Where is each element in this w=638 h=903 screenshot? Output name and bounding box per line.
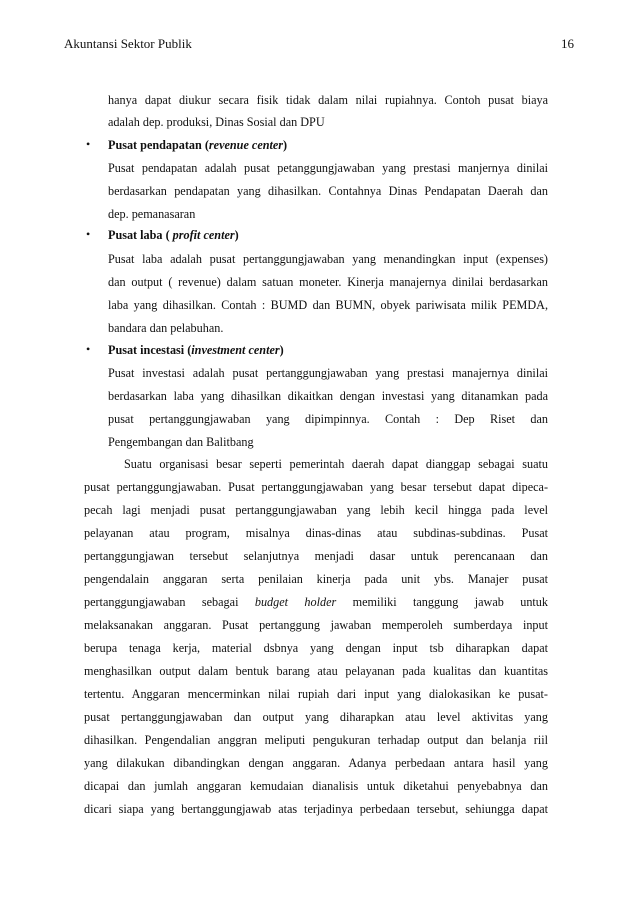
paragraph-first-line: Suatu organisasi besar seperti pemerintah daerah dapat dianggap sebagai suatu [124,457,548,471]
list-item-title [108,137,287,153]
header-title: Akuntansi Sektor Publik [64,36,192,51]
title-close: ) [279,343,284,357]
paragraph-line: pengendalain anggaran serta penilaian kinerja pada unit ybs. Manajer pusat [84,572,548,586]
bullet-icon: • [86,342,91,356]
paragraph-line: yang dilakukan dibandingkan dengan anggaran. Adanya perbedaan antara hasil yang [84,756,548,770]
title-italic: profit center [172,228,235,242]
bullet-icon: • [86,227,91,241]
page-number: 16 [561,36,574,51]
title-close: ) [283,138,288,152]
list-item-line: bandara dan pelabuhan. [108,321,224,335]
intro-line: hanya dapat diukur secara fisik tidak dalam nilai rupiahnya. Contoh pusat biaya [108,93,548,107]
list-item-line: Pengembangan dan Balitbang [108,435,254,449]
title-italic: investment center [191,343,280,357]
list-item-line: Pusat laba adalah pusat pertanggungjawaban yang menandingkan input (expenses) [108,252,548,266]
list-item-title [108,227,239,243]
paragraph-line: dicapai dan jumlah anggaran kemudaian dianalisis untuk diketahui penyebabnya dan [84,779,548,793]
paragraph-line: pelayanan atau program, misalnya dinas-dinas atau subdinas-subdinas. Pusat [84,526,548,540]
list-item-line: laba yang dihasilkan. Contah : BUMD dan BUMN, obyek pariwisata milik PEMDA, [108,298,548,312]
list-item-line: dan output ( revenue) dalam satuan moneter. Kinerja manajernya dinilai berdasarkan [108,275,548,289]
title-text: Pusat laba ( [108,228,173,242]
title-text: Pusat incestasi ( [108,343,192,357]
list-item-line: dep. pemanasaran [108,207,196,221]
paragraph-line: dihasilkan. Pengendalian anggran meliputi pengukuran terhadap output dan belanja riil [84,733,548,747]
paragraph-line: pusat pertanggungjawaban dan output yang diharapkan atau level aktivitas yang [84,710,548,724]
budget-line-before: pertanggungjawaban sebagai [84,595,255,609]
list-item-line: Pusat investasi adalah pusat pertanggungjawaban yang prestasi manajernya dinilai [108,366,548,380]
intro-line: adalah dep. produksi, Dinas Sosial dan DPU [108,115,325,129]
paragraph-line: pertanggungjawan tersebut selanjutnya menjadi dasar untuk perencanaan dan [84,549,548,563]
paragraph-line: pecah lagi menjadi pusat pertanggungjawaban yang lebih kecil hingga pada level [84,503,548,517]
list-item-line: berdasarkan pendapatan yang dihasilkan. Contahnya Dinas Pendapatan Daerah dan [108,184,548,198]
page-header [64,36,574,56]
paragraph-line: menghasilkan output dalam bentuk barang atau pelayanan pada kualitas dan kuantitas [84,664,548,678]
paragraph-line: dicari siapa yang bertanggungjawab atas terjadinya perbedaan tersebut, sehiungga dapat [84,802,548,816]
paragraph-line: berupa tenaga kerja, material dsbnya yang dengan input tsb diharapkan dapat [84,641,548,655]
title-italic: revenue center [208,138,284,152]
title-close: ) [234,228,239,242]
bullet-icon: • [86,137,91,151]
paragraph-line: pusat pertanggungjawaban. Pusat pertanggungjawaban yang besar tersebut dapat dipeca- [84,480,548,494]
paragraph-line [84,594,548,610]
title-text: Pusat pendapatan ( [108,138,209,152]
list-item-title [108,342,284,358]
paragraph-line: tertentu. Anggaran mencerminkan nilai rupiah dari input yang dialokasikan ke pusat- [84,687,548,701]
budget-holder-term: budget holder [254,595,337,609]
list-item-line: berdasarkan laba yang dihasilkan dikaitkan dengan investasi yang ditanamkan pada [108,389,548,403]
paragraph-line: melaksanakan anggaran. Pusat pertanggung jawaban memperoleh sumberdaya input [84,618,548,632]
list-item-line: Pusat pendapatan adalah pusat petanggungjawaban yang prestasi manjernya dinilai [108,161,548,175]
budget-line-after: memiliki tanggung jawab untuk [336,595,548,609]
list-item-line: pusat pertanggungjawaban yang dipimpinnya. Contah : Dep Riset dan [108,412,548,426]
